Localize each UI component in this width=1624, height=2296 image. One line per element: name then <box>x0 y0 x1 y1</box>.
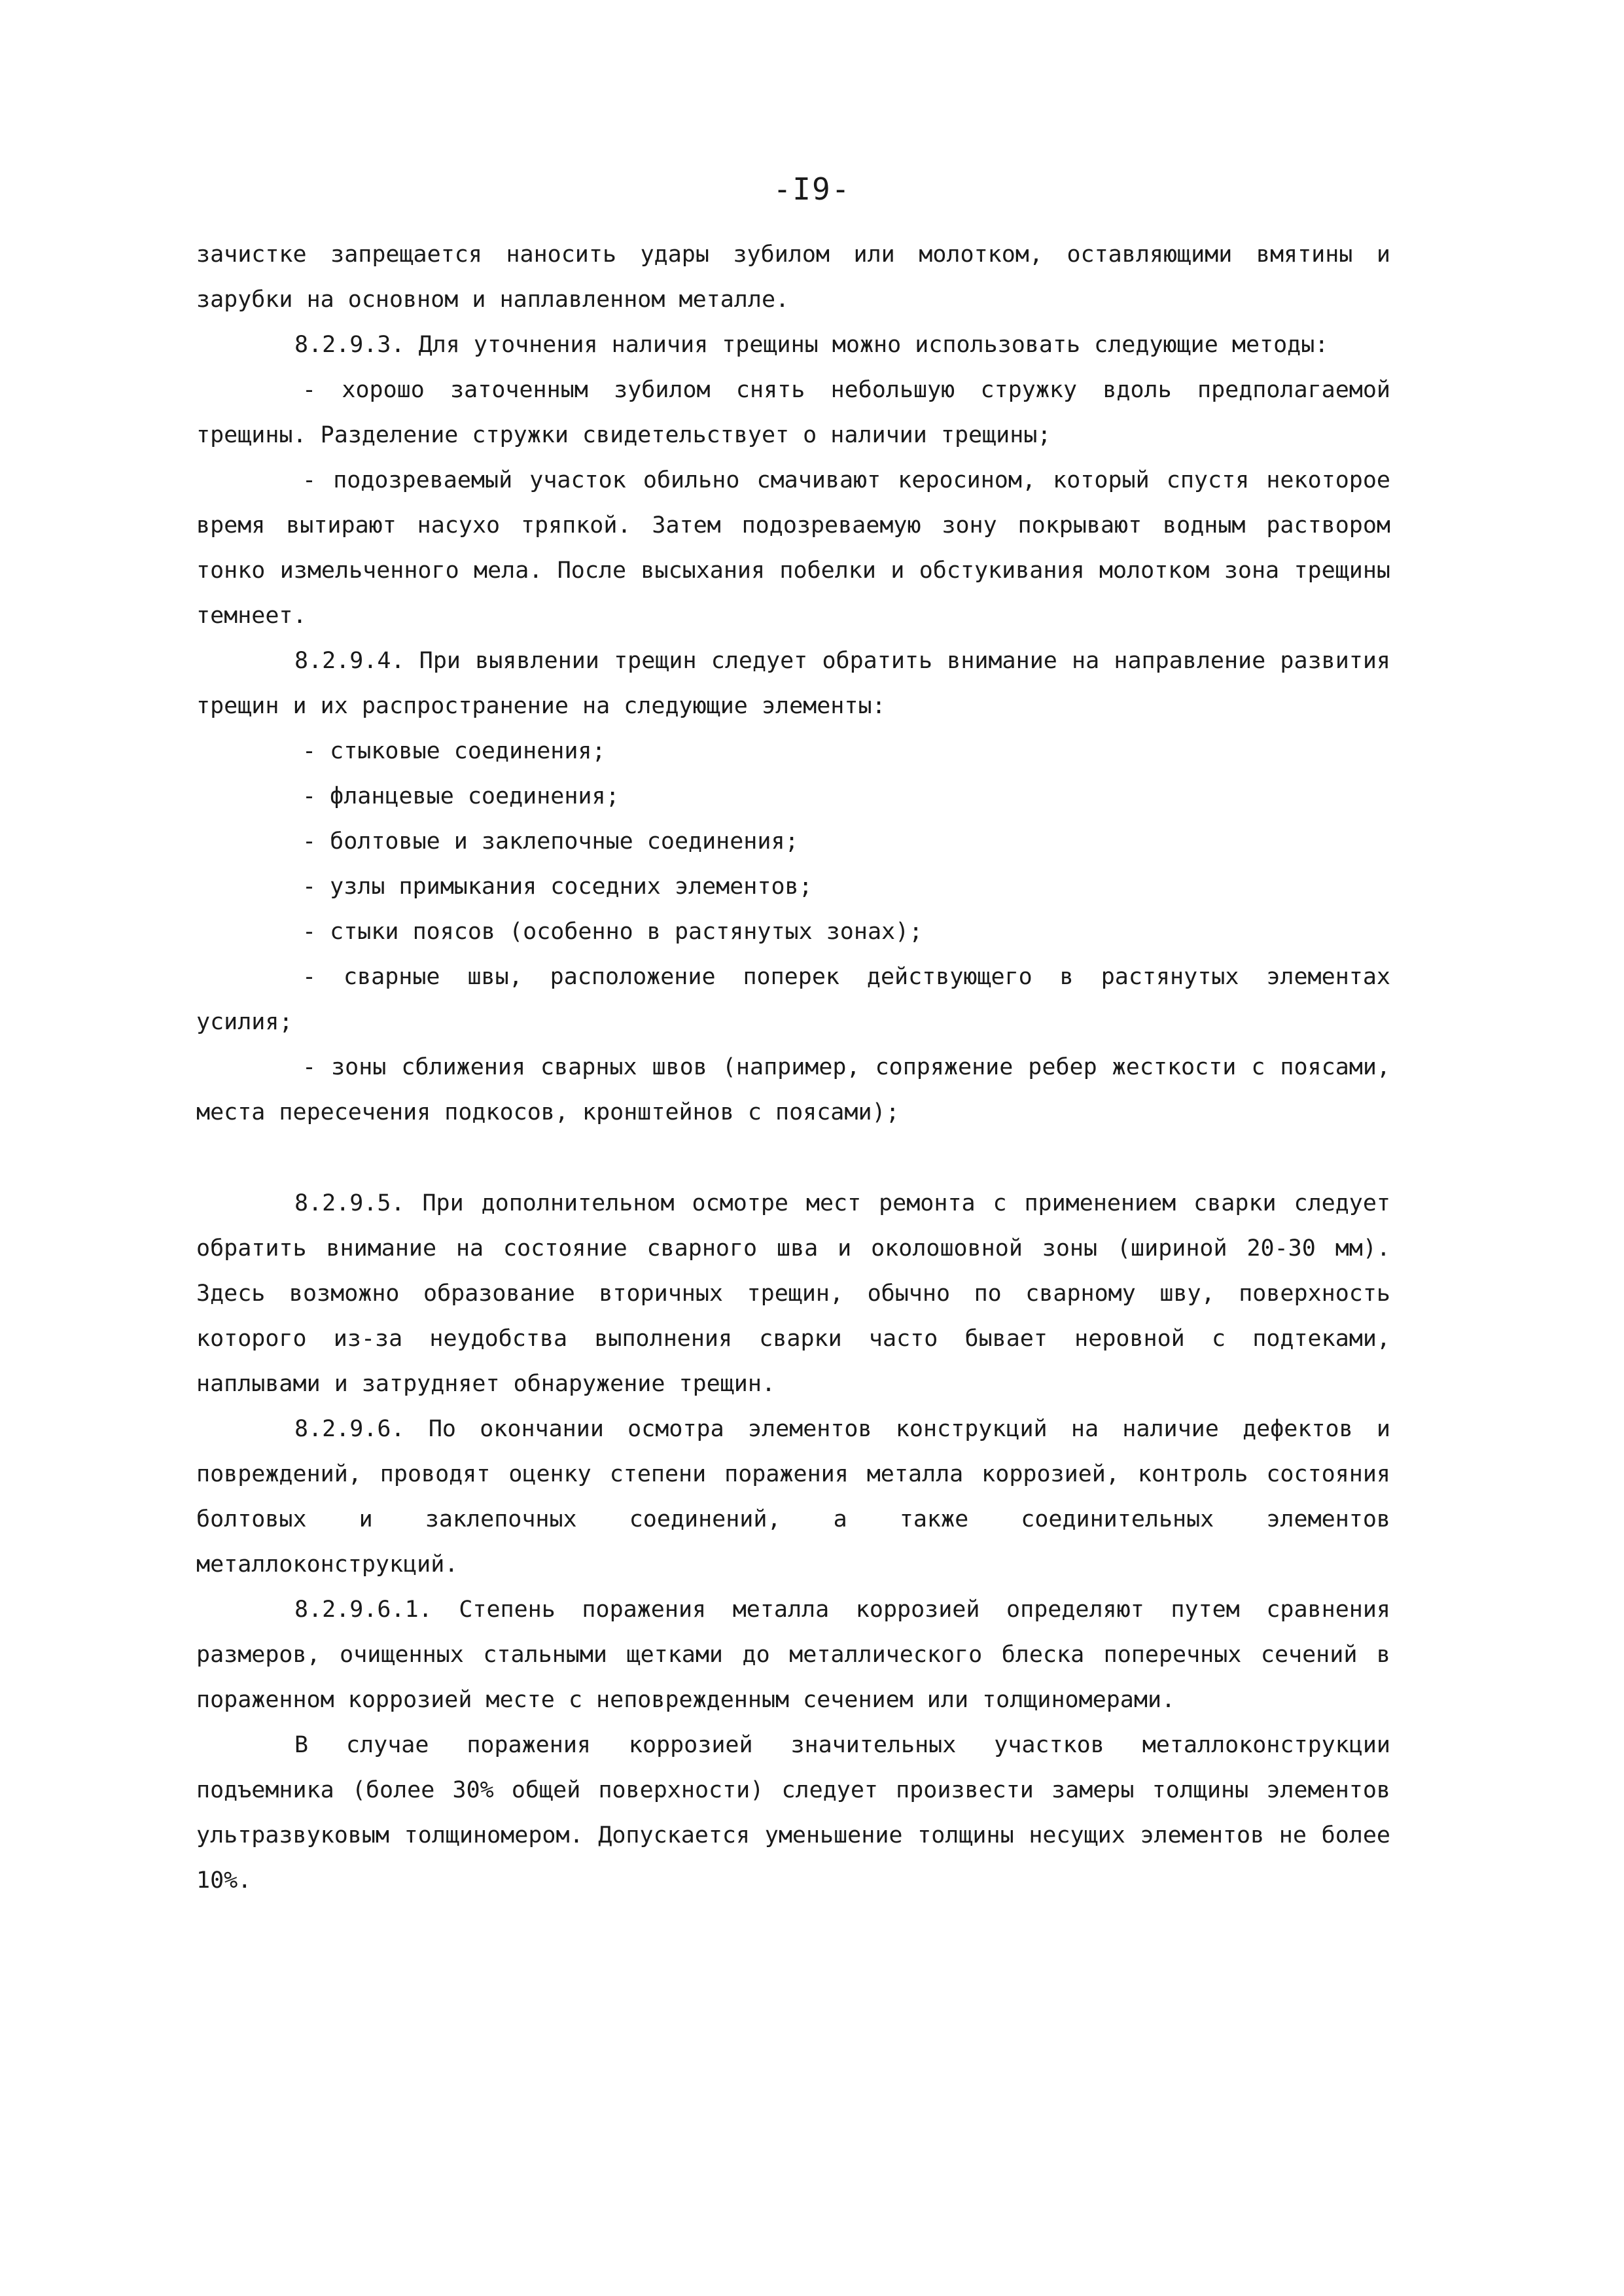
document-body <box>196 232 1390 1903</box>
page-number: -I9- <box>773 171 851 207</box>
list-item: - хорошо заточенным зубилом снять небольшую стружку вдоль предполагаемой трещины. Разделение стружки свидетельствует о наличии трещины; <box>196 377 1390 448</box>
list-item: - подозреваемый участок обильно смачивают керосином, который спустя некоторое время вытирают насухо тряпкой. Затем подозреваемую зону покрывают водным раствором тонко измельченного мела. После высыхания побелки и обстукивания молотком зона трещины темнеет. <box>196 467 1390 629</box>
spacer <box>196 1135 1390 1181</box>
list-item: - фланцевые соединения; <box>302 783 620 809</box>
list-item: - стыки поясов (особенно в растянутых зонах); <box>302 919 923 945</box>
paragraph: 8.2.9.4. При выявлении трещин следует обратить внимание на направление развития трещин и их распространение на следующие элементы: <box>196 648 1390 719</box>
paragraph: В случае поражения коррозией значительных участков металлоконструкции подъемника (более 30% общей поверхности) следует произвести замеры толщины элементов ультразвуковым толщиномером. Допускается уменьшение толщины несущих элементов не более 10%. <box>196 1732 1390 1894</box>
paragraph: 8.2.9.6. По окончании осмотра элементов конструкций на наличие дефектов и повреждений, проводят оценку степени поражения металла коррозией, контроль состояния болтовых и заклепочных соединений, а также соединительных элементов металлоконструкций. <box>196 1416 1390 1578</box>
list-item: - узлы примыкания соседних элементов; <box>302 874 813 900</box>
paragraph: 8.2.9.6.1. Степень поражения металла коррозией определяют путем сравнения размеров, очищенных стальными щетками до металлического блеска поперечных сечений в пораженном коррозией месте с неповрежденным сечением или толщиномерами. <box>196 1597 1390 1713</box>
paragraph: 8.2.9.5. При дополнительном осмотре мест ремонта с применением сварки следует обратить внимание на состояние сварного шва и околошовной зоны (шириной 20-30 мм). Здесь возможно образование вторичных трещин, обычно по сварному шву, поверхность которого из-за неудобства выполнения сварки часто бывает неровной с подтеками, наплывами и затрудняет обнаружение трещин. <box>196 1190 1390 1397</box>
paragraph: 8.2.9.3. Для уточнения наличия трещины можно использовать следующие методы: <box>294 332 1329 358</box>
list-item: - сварные швы, расположение поперек действующего в растянутых элементах усилия; <box>196 964 1390 1035</box>
list-item: - болтовые и заклепочные соединения; <box>302 828 799 855</box>
paragraph: зачистке запрещается наносить удары зубилом или молотком, оставляющими вмятины и зарубки на основном и наплавленном металле. <box>196 241 1390 313</box>
list-item: - стыковые соединения; <box>302 738 606 764</box>
list-item: - зоны сближения сварных швов (например, сопряжение ребер жесткости с поясами, места пересечения подкосов, кронштейнов с поясами); <box>196 1054 1390 1125</box>
